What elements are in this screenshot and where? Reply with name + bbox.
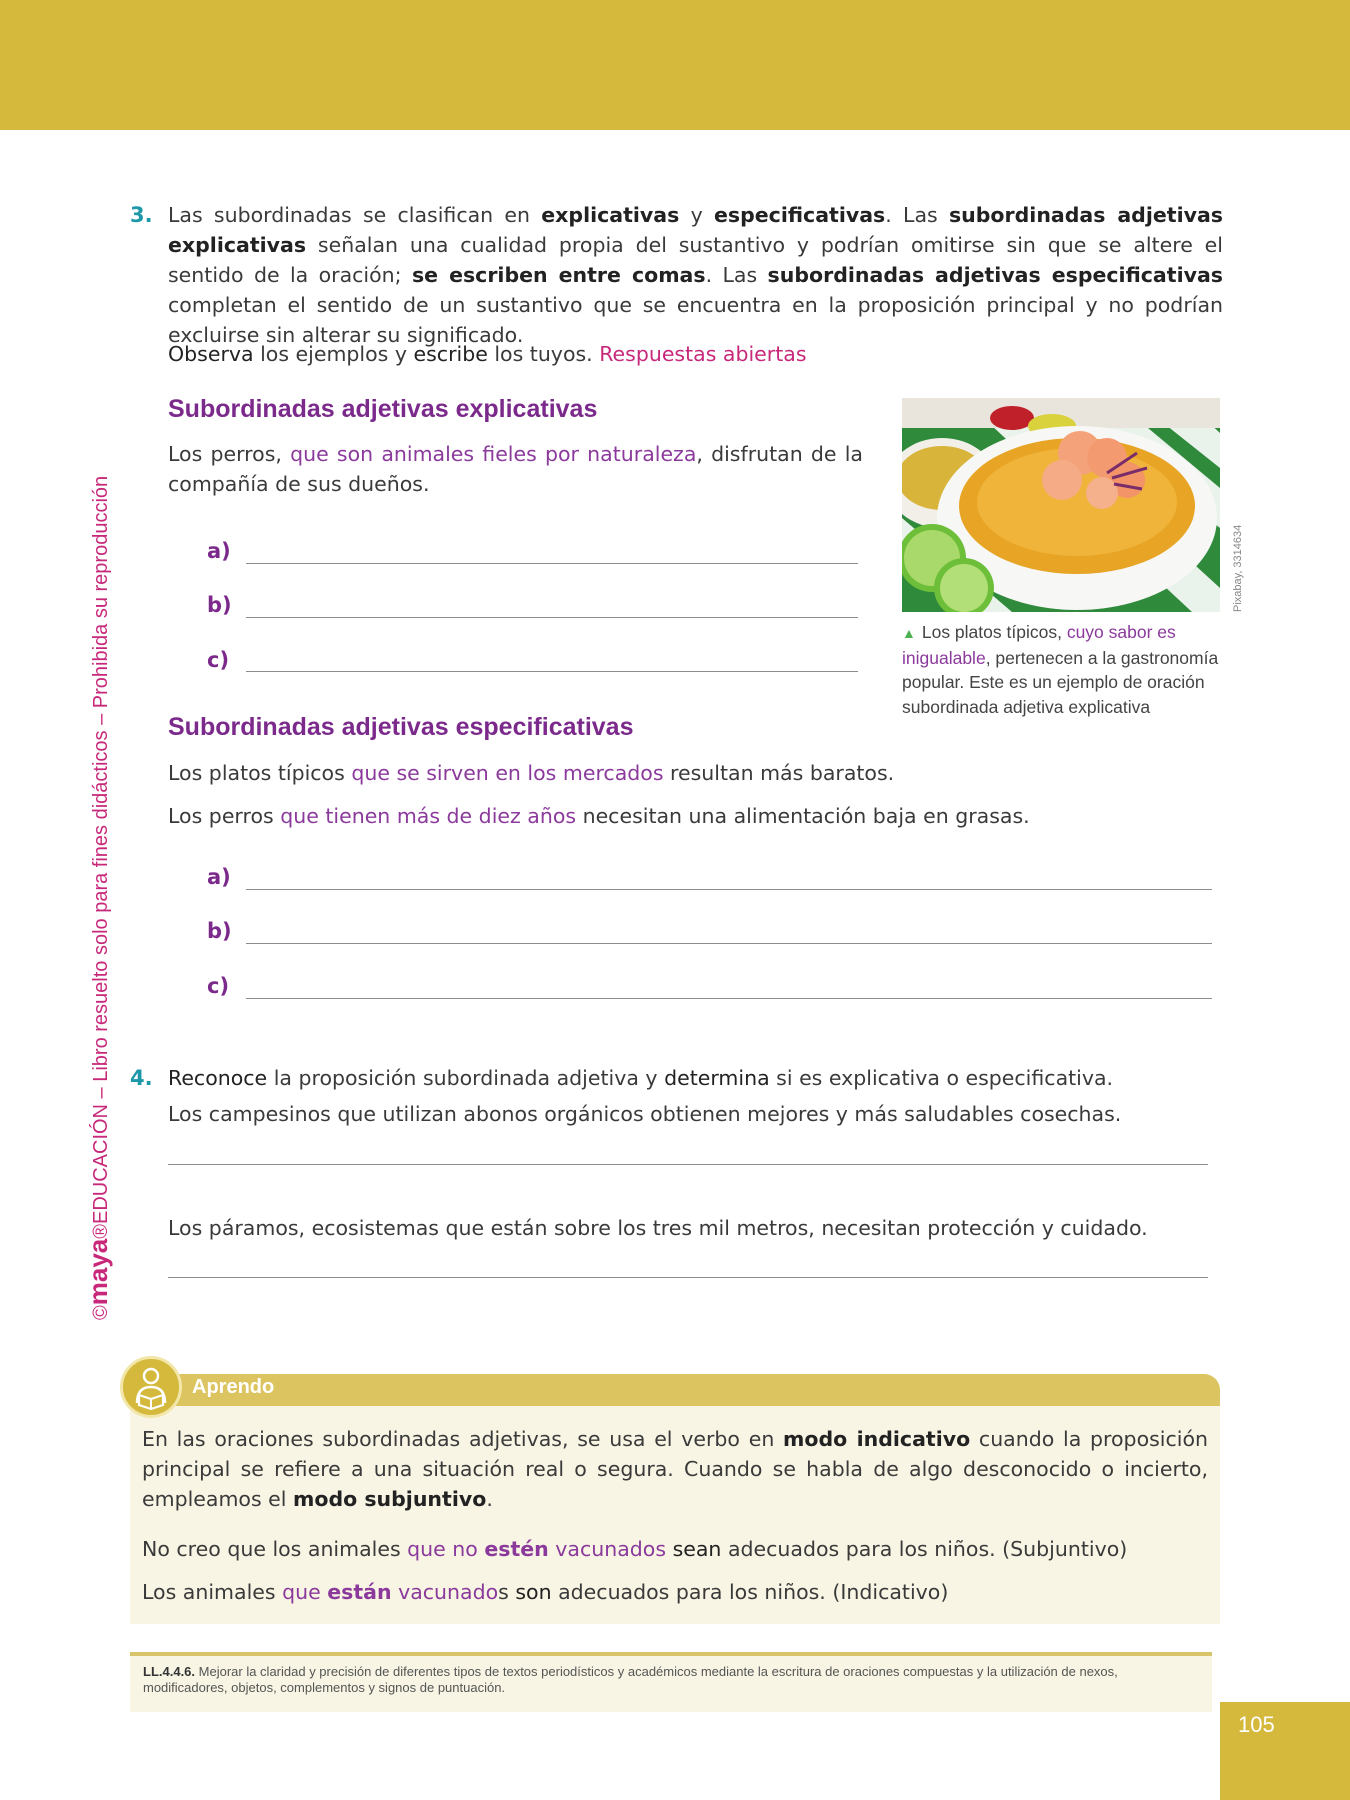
exercise-4-sentence-1: Los campesinos que utilizan abonos orgánicos obtienen mejores y más saludables cosechas. [168, 1102, 1122, 1126]
heading-explicativas: Subordinadas adjetivas explicativas [168, 395, 598, 423]
exercise-4-number: 4. [130, 1066, 153, 1090]
answer-line-ex4-1[interactable] [168, 1164, 1208, 1165]
answer-line-especificativa-b[interactable] [246, 943, 1212, 944]
aprendo-example-subjuntivo: No creo que los animales que no estén vacunados sean adecuados para los niños. (Subjuntivo) [142, 1537, 1128, 1561]
aprendo-explanation: En las oraciones subordinadas adjetivas, se usa el verbo en modo indicativo cuando la proposición principal se refiere a una situación real o segura. Cuando se habla de algo desconocido o incierto, empleamos el modo subjuntivo. [142, 1427, 1208, 1511]
example-especificativa-2: Los perros que tienen más de diez años necesitan una alimentación baja en grasas. [168, 804, 1030, 828]
answer-label-c: c) [207, 974, 230, 998]
example-explicativa: Los perros, que son animales fieles por naturaleza, disfrutan de la compañía de sus dueños. [168, 442, 863, 496]
heading-especificativas: Subordinadas adjetivas especificativas [168, 713, 634, 741]
answer-line-explicativa-c[interactable] [246, 671, 858, 672]
exercise-4-instruction: Reconoce la proposición subordinada adjetiva y determina si es explicativa o especificativa. [168, 1066, 1114, 1090]
answer-label-a: a) [207, 865, 231, 889]
answer-label-b: b) [207, 593, 232, 617]
example-especificativa-1: Los platos típicos que se sirven en los mercados resultan más baratos. [168, 761, 895, 785]
photo-caption: ▲ Los platos típicos, cuyo sabor es inigualable, pertenecen a la gastronomía popular. Este es un ejemplo de oración subordinada adjetiva explicativa [902, 622, 1219, 717]
answer-line-explicativa-b[interactable] [246, 617, 858, 618]
answer-note: Respuestas abiertas [599, 342, 807, 366]
answer-line-especificativa-a[interactable] [246, 889, 1212, 890]
exercise-3-instruction: Observa los ejemplos y escribe los tuyos. Respuestas abiertas [168, 342, 807, 366]
answer-line-especificativa-c[interactable] [246, 998, 1212, 999]
answer-label-c: c) [207, 648, 230, 672]
vertical-copyright-notice: ©maya®EDUCACIÓN – Libro resuelto solo para fines didácticos – Prohibida su reproducción [83, 475, 113, 1320]
exercise-4-sentence-2: Los páramos, ecosistemas que están sobre los tres mil metros, necesitan protección y cuidado. [168, 1216, 1148, 1240]
triangle-marker-icon: ▲ [902, 625, 916, 641]
top-header-band [0, 0, 1350, 130]
exercise-3-intro: Las subordinadas se clasifican en explicativas y especificativas. Las subordinadas adjetivas explicativas señalan una cualidad propia del sustantivo y podrían omitirse sin que se altere el sentido de la oración; se escriben entre comas. Las subordinadas adjetivas especificativas completan el sentido de un sustantivo que se encuentra en la proposición principal y no podrían excluirse sin alterar su significado. [168, 203, 1223, 347]
answer-line-ex4-2[interactable] [168, 1277, 1208, 1278]
aprendo-header-bar [130, 1374, 1220, 1406]
reader-icon [120, 1356, 182, 1418]
brand-logo-text: maya [83, 1238, 113, 1306]
aprendo-example-indicativo: Los animales que están vacunados son adecuados para los niños. (Indicativo) [142, 1580, 949, 1604]
answer-label-b: b) [207, 919, 232, 943]
page-number: 105 [1238, 1712, 1275, 1737]
food-photo [902, 398, 1220, 612]
answer-label-a: a) [207, 539, 231, 563]
exercise-3-number: 3. [130, 203, 153, 227]
ceviche-dish-image [902, 398, 1220, 612]
aprendo-title: Aprendo [192, 1376, 275, 1398]
curriculum-criterion: LL.4.4.6. Mejorar la claridad y precisión de diferentes tipos de textos periodísticos y académicos mediante la escritura de oraciones compuestas y la utilización de nexos, modificadores, objetos, complementos y signos de puntuación. [143, 1664, 1118, 1695]
answer-line-explicativa-a[interactable] [246, 563, 858, 564]
photo-credit: Pixabay, 3314634 [1232, 524, 1244, 612]
